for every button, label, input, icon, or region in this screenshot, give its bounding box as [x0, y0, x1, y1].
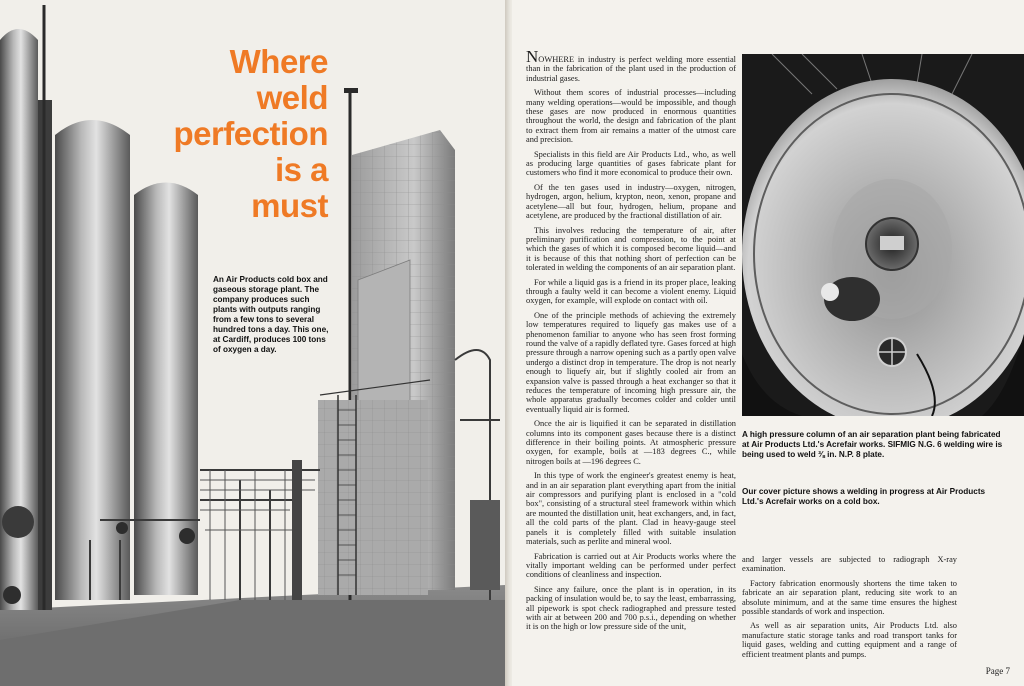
drop-cap: N: [526, 47, 539, 66]
headline-line: weld: [256, 79, 328, 116]
article-paragraph: Factory fabrication enormously shortens the time taken to fabricate an air separation plant, reducing site work to an absolute minimum, and at the same time ensures the highest possible standards of work and inspection.: [742, 578, 957, 617]
headline-line: perfection: [173, 115, 328, 152]
article-paragraph: Specialists in this field are Air Products Ltd., who, as well as producing large quantities of gases fabricate plant for customers who find it more economical to produce their own.: [526, 149, 736, 178]
article-paragraph: Fabrication is carried out at Air Products works where the vitally important welding can be performed under perfect conditions of cleanliness and inspection.: [526, 551, 736, 580]
headline-line: is a: [274, 151, 328, 188]
article-paragraph: As well as air separation units, Air Products Ltd. also manufacture static storage tanks and road transport tanks for liquid gases, welding and cutting equipment and a range of efficient treatment plants and pumps.: [742, 621, 957, 659]
left-page: [0, 0, 505, 686]
article-continuation: [742, 555, 957, 664]
article-paragraph: Once the air is liquified it can be separated in distillation columns into its component gases because there is a distinct difference in their boiling points. At atmospheric pressure oxygen, for example, boils at —183 degrees C., while nitrogen boils at —196 degrees C.: [526, 419, 736, 466]
page-number: Page 7: [985, 666, 1010, 676]
article-paragraph: For while a liquid gas is a friend in its proper place, leaking through a faulty weld it can become a violent enemy. Liquid oxygen, for example, will explode on contact with oil.: [526, 277, 736, 306]
article-paragraph: One of the principle methods of achieving the extremely low temperatures required to liquefy gas makes use of a phenomenon familiar to anyone who has seen frost forming round the valve of a rapidly deflated tyre. Gases forced at high pressure through a narrow opening such as a partly open valve undergo a distinct drop in temperature. The drop is not nearly enough to liquefy air, but if slightly cooled air from an expansion valve is passed through a heat exchanger so that it reduces the temperature of incoming high pressure air, the whole apparatus gradually becomes colder and colder until eventually liquid air is formed.: [526, 310, 736, 414]
article-paragraph: Since any failure, once the plant is in operation, in its packing of insulation would be, to say the least, embarrassing, all pipework is spot check radiographed and pressure tested with air at between 200 and 700 p.s.i., depending on whether it is on the high or low pressure side of the unit,: [526, 584, 736, 632]
article-paragraph: Without them scores of industrial processes—including many welding operations—would be impossible, and though these gases are now produced in enormous quantities throughout the world, the design and fabrication of the plant to extract them from air remains a matter of the utmost care and precision.: [526, 88, 736, 145]
paragraph-text: OWHERE in industry is perfect welding more essential than in the fabrication of the plant used in the production of industrial gases.: [526, 55, 736, 83]
article-paragraph: In this type of work the engineer's greatest enemy is heat, and in an air separation plant everything apart from the initial air compressors and purifying plant is enclosed in a "cold box", consisting of a structural steel framework within which are mounted the distillation unit, heat exchangers, and, in fact, all the cold parts of the plant. Clad in heavy-gauge steel panels it is completely filled with suitable insulation materials, such as perlite and mineral wool.: [526, 471, 736, 547]
article-paragraph: and larger vessels are subjected to radiograph X-ray examination.: [742, 555, 957, 574]
headline-line: Where: [229, 43, 328, 80]
article-column: [526, 47, 736, 637]
article-paragraph: Of the ten gases used in industry—oxygen, nitrogen, hydrogen, argon, helium, krypton, neon, xenon, propane and acetylene—all but four, hydrogen, helium, propane and acetylene, are produced by the fractional distillation of air.: [526, 182, 736, 221]
article-paragraph: [526, 47, 736, 83]
plant-caption: An Air Products cold box and gaseous storage plant. The company produces such plants with outputs ranging from a few tons to several hundred tons a day. This one, at Cardiff, produces 100 tons of oxygen a day.: [213, 275, 329, 354]
welding-photo-caption: A high pressure column of an air separation plant being fabricated at Air Products Ltd.'s Acrefair works. SIFMIG N.G. 6 welding wire is being used to weld ⅜ in. N.P. 8 plate.: [742, 430, 1003, 459]
headline-line: must: [251, 187, 328, 224]
welding-photo: [742, 54, 1024, 416]
headline: [168, 44, 328, 224]
article-paragraph: This involves reducing the temperature of air, after preliminary purification and compression, to the point at which the gases of which it is composed become liquid—and it is because of this that nothing short of perfection can be tolerated in welding the components of an air separation plant.: [526, 225, 736, 273]
right-page: [512, 0, 1024, 686]
cover-caption: Our cover picture shows a welding in progress at Air Products Ltd.'s Acrefair works on a cold box.: [742, 487, 986, 506]
